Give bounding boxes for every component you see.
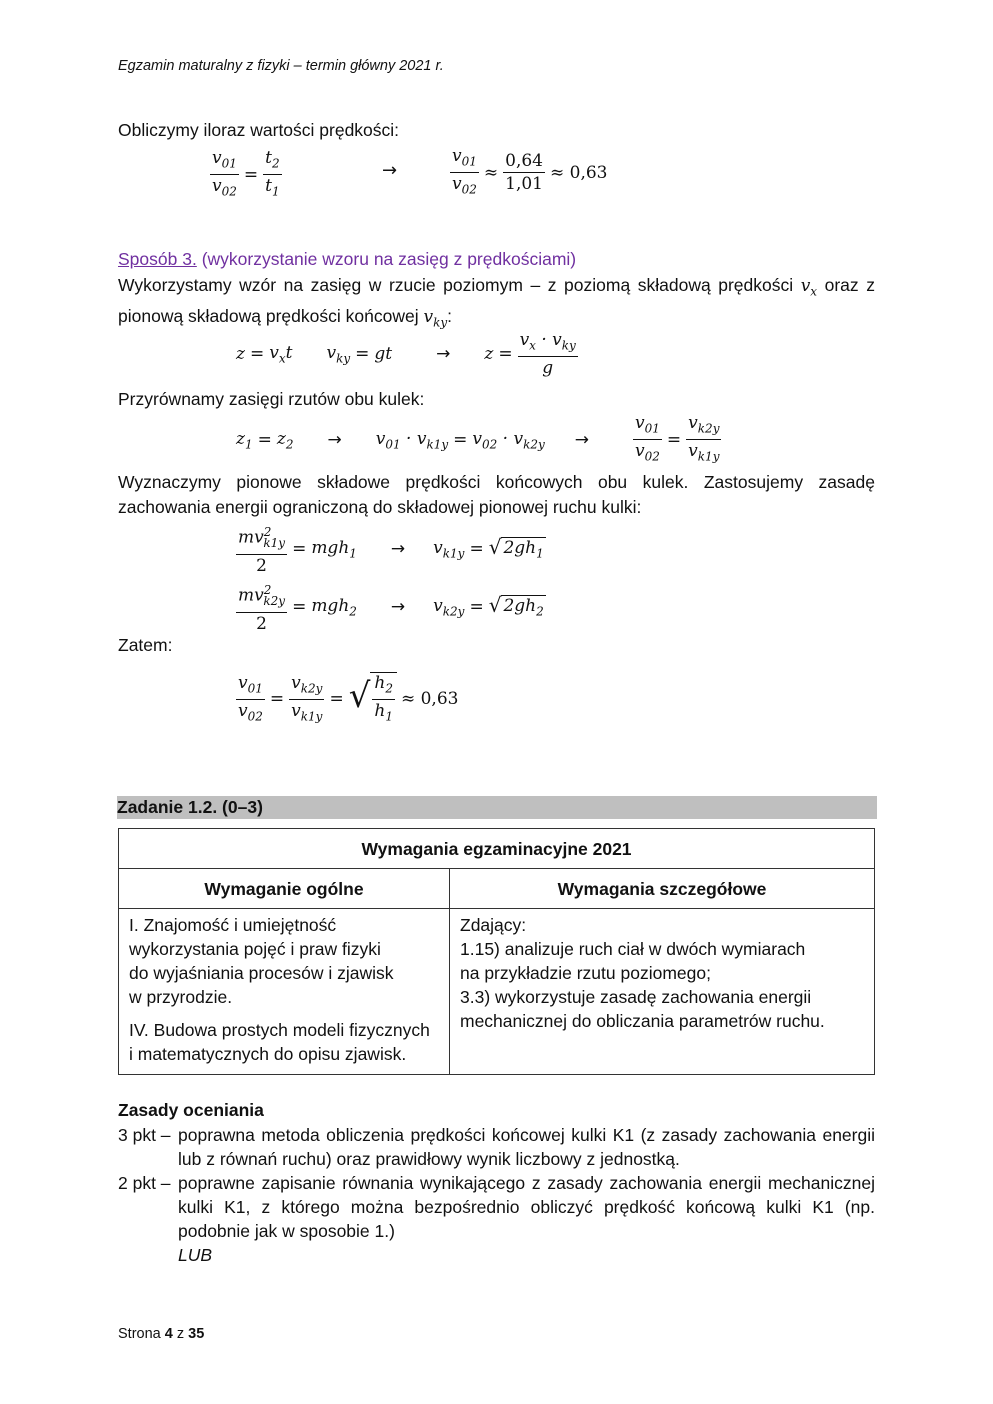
running-header: Egzamin maturalny z fizyki – termin główny 2021 r. xyxy=(118,58,444,74)
general-requirements-cell xyxy=(119,909,450,1075)
paragraph-wyznaczymy: Wyznaczymy pionowe składowe prędkości końcowych obu kulek. Zastosujemy zasadę zachowania energii ograniczoną do składowej pionowej ruchu kulki: xyxy=(118,472,875,517)
scoring-title: Zasady oceniania xyxy=(118,1100,264,1120)
page-footer: Strona 4 z 35 xyxy=(118,1326,205,1342)
method-3-heading xyxy=(118,247,576,272)
equation-energy-ball-1: $\frac{mv^2_{k1y}}{2}$ = mgh$_1$ → $v_{k1y}$ = √ $2gh_1$ xyxy=(236,522,546,576)
requirements-table xyxy=(118,828,875,1075)
equation-velocity-ratio-value: $\frac{v_{01}}{v_{02}}$ ≈ $\frac{0,64}{1,01}$ ≈ 0,63 xyxy=(452,146,608,197)
current-page: 4 xyxy=(164,1326,173,1342)
paragraph-iloraz: Obliczymy iloraz wartości prędkości: xyxy=(118,120,400,140)
paragraph-wykorzystamy: Wykorzystamy wzór na zasięg w rzucie poziomym – z poziomą składową prędkości $v_x$ oraz z pionową składową prędkości końcowej $v_{ky}$: xyxy=(118,275,875,330)
arrow-icon: → xyxy=(382,160,398,181)
general-requirement-4: IV. Budowa prostych modeli fizycznych i matematycznych do opisu zjawisk. xyxy=(129,1020,430,1064)
equation-equal-ranges: $z_1$ = $z_2$ → $v_{01} \cdot v_{k1y}$ = $v_{02} \cdot v_{k2y}$ → $\frac{v_{01}}{v_{02}}$ = $\frac{v_{k2y}}{v_{k1y}}$ xyxy=(236,413,720,464)
equation-final-ratio: $\frac{v_{01}}{v_{02}}$ = $\frac{v_{k2y}}{v_{k1y}}$ = √ $\frac{h_2}{h_1}$ ≈ 0,63 xyxy=(236,672,458,727)
column-header-general: Wymaganie ogólne xyxy=(119,869,450,909)
method-3-description: (wykorzystanie wzoru na zasięg z prędkościami) xyxy=(201,249,577,269)
method-3-label: Sposób 3. xyxy=(118,249,197,269)
paragraph-zatem: Zatem: xyxy=(118,635,173,655)
equation-range-formula: z = $v_xt$ $v_{ky}$ = gt → z = $\frac{v_x \cdot v_{ky}}{g}$ xyxy=(236,330,576,379)
scoring-rule-2pkt: 2 pkt – poprawne zapisanie równania wynikającego z zasady zachowania energii mechanicznej kulki K1, z którego można bezpośrednio obliczyć prędkość końcową kulki K1 (np. podobnie jak w sposobie 1.) LUB xyxy=(118,1173,875,1265)
total-pages: 35 xyxy=(188,1326,205,1342)
detail-requirements-cell: Zdający: 1.15) analizuje ruch ciał w dwóch wymiarach na przykładzie rzutu poziomego; 3.3) wykorzystuje zasadę zachowania energii mechanicznej do obliczania parametrów ruchu. xyxy=(450,909,875,1075)
column-header-detail: Wymagania szczegółowe xyxy=(450,869,875,909)
paragraph-przyrownamy: Przyrównamy zasięgi rzutów obu kulek: xyxy=(118,389,425,409)
general-requirement-1: I. Znajomość i umiejętność wykorzystania pojęć i praw fizyki do wyjaśniania procesów i zjawisk w przyrodzie. xyxy=(129,915,394,1007)
scoring-or: LUB xyxy=(178,1245,213,1265)
equation-velocity-ratio: $\frac{v_{01}}{v_{02}}$ = $\frac{t_2}{t_1}$ xyxy=(212,148,280,199)
task-title-bar: Zadanie 1.2. (0–3) xyxy=(117,796,877,819)
scoring-rule-3pkt: 3 pkt – poprawna metoda obliczenia prędkości końcowej kulki K1 (z zasady zachowania energii lub z równań ruchu) oraz prawidłowy wynik liczbowy z jednostką. xyxy=(118,1125,875,1169)
requirements-table-title: Wymagania egzaminacyjne 2021 xyxy=(119,829,875,869)
equation-energy-ball-2: $\frac{mv^2_{k2y}}{2}$ = mgh$_2$ → $v_{k2y}$ = √ $2gh_2$ xyxy=(236,580,546,634)
